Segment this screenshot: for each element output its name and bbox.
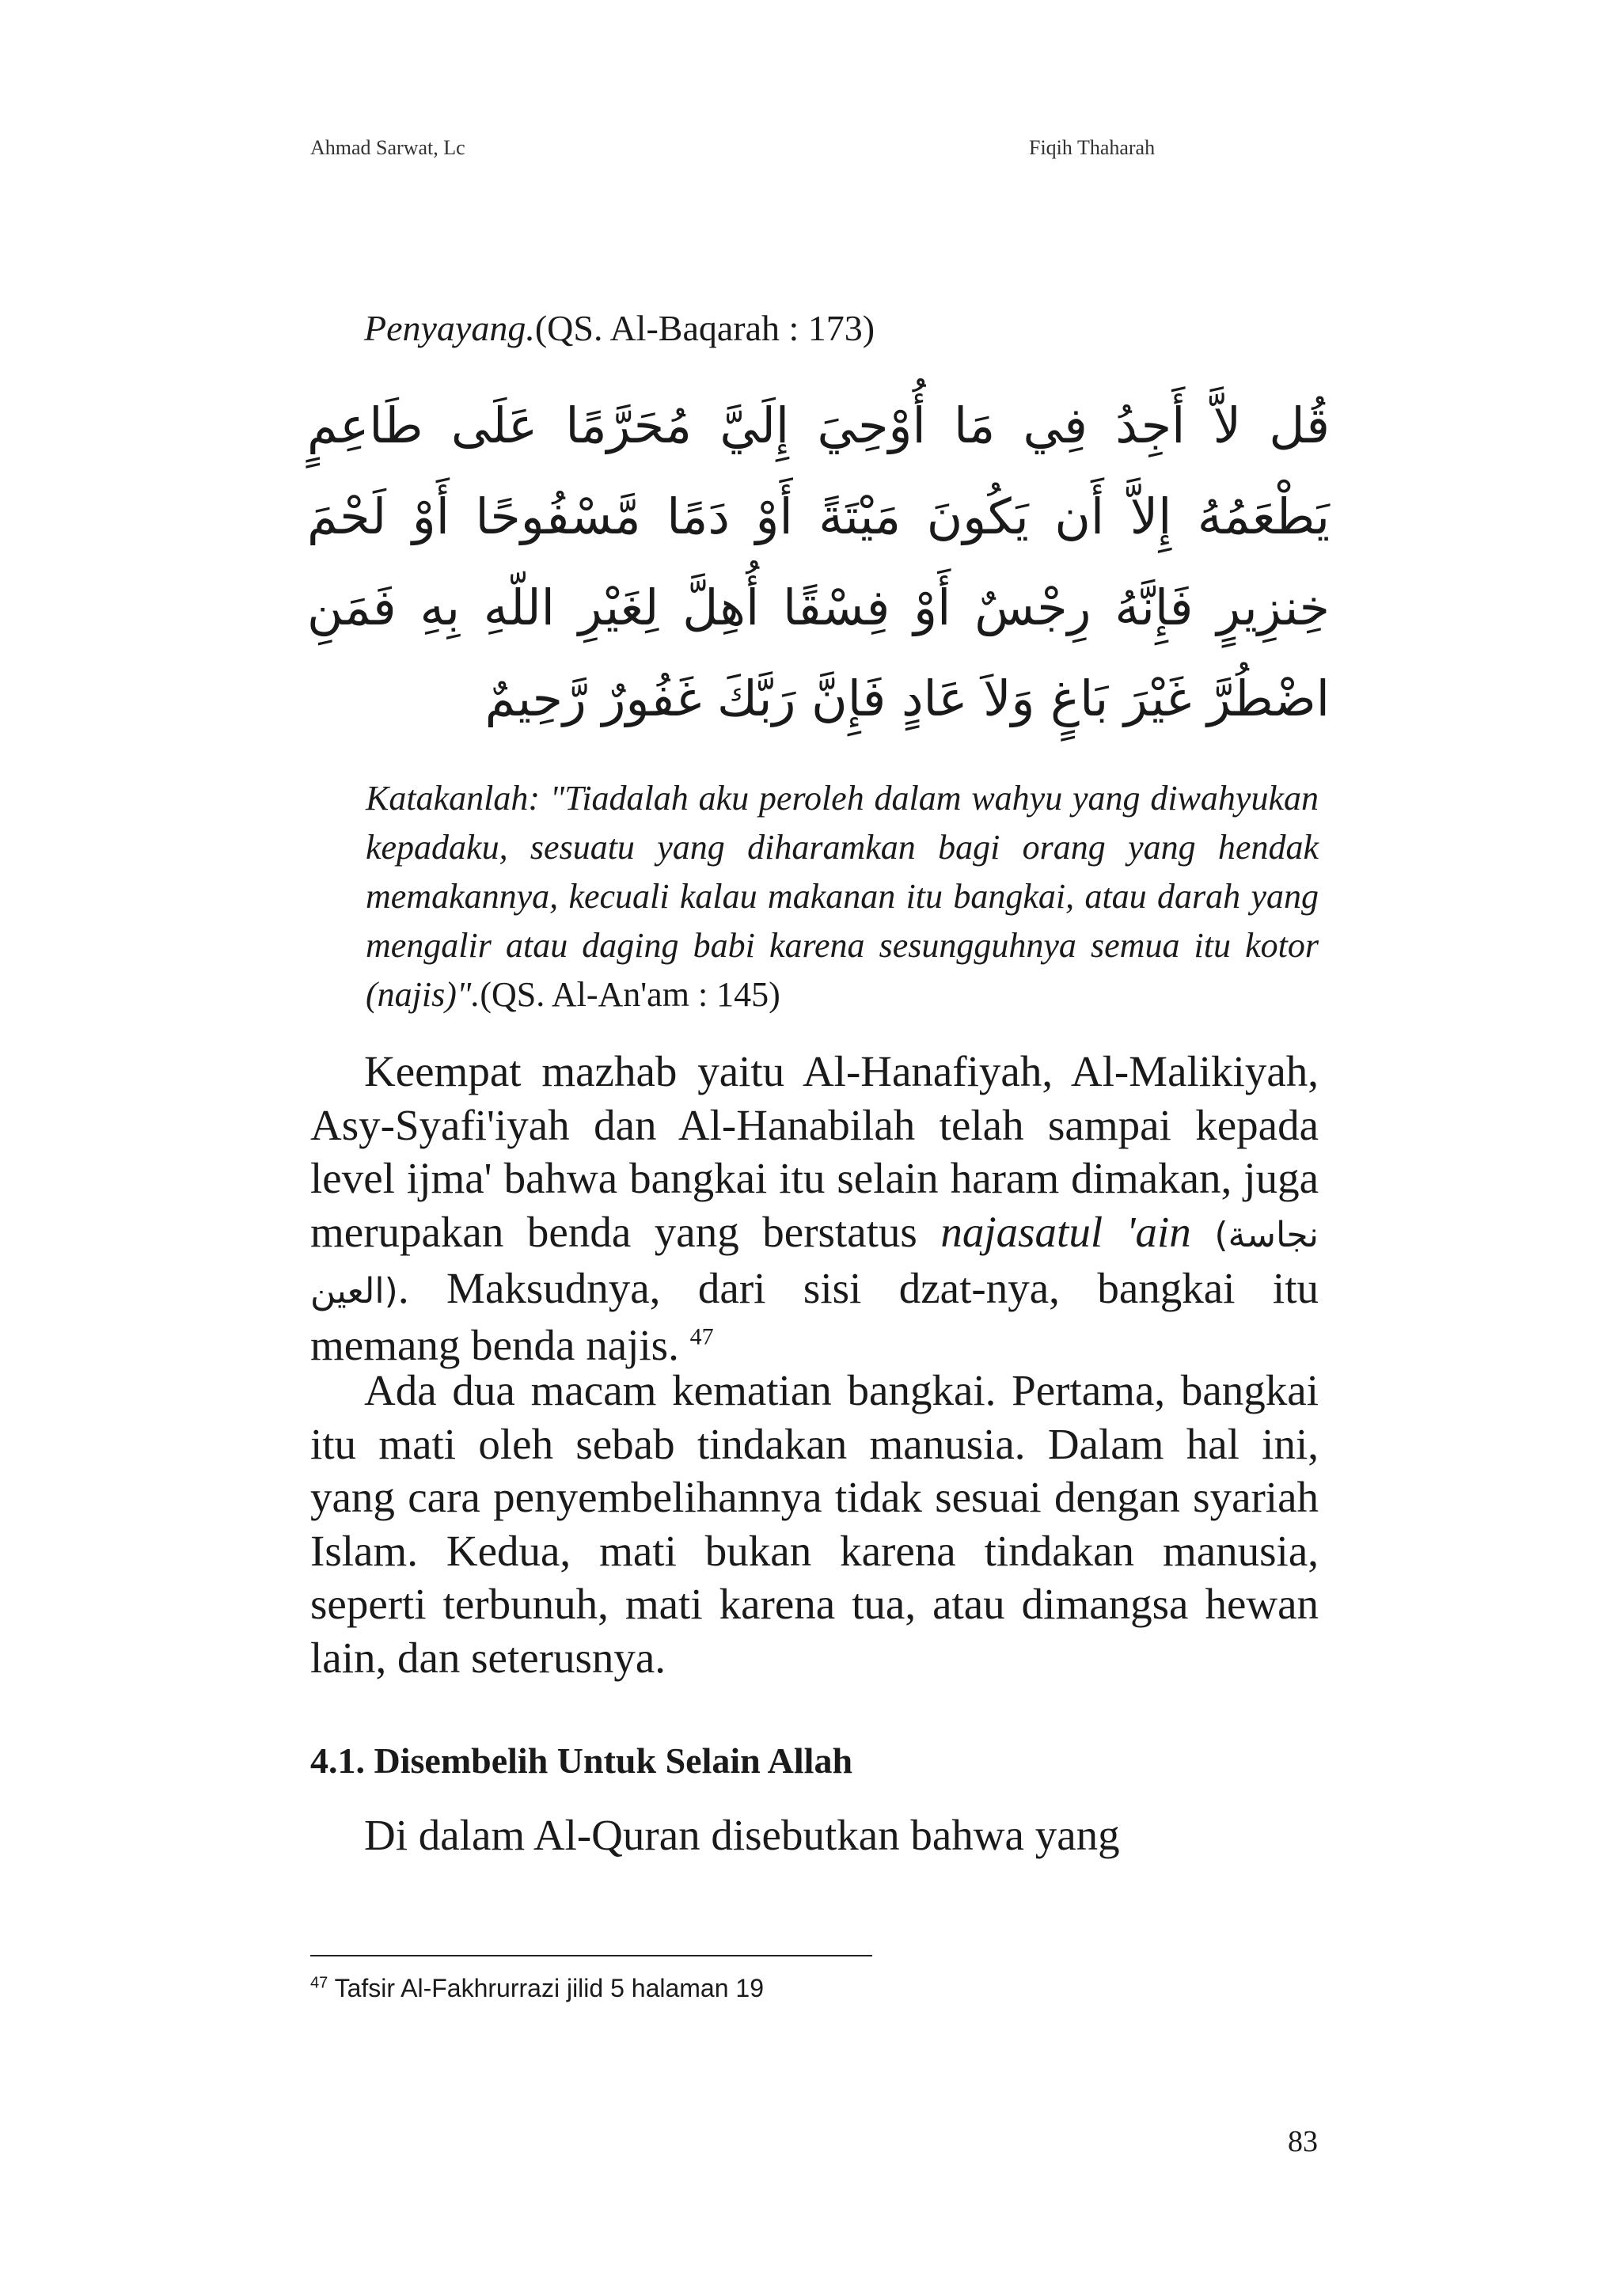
running-header-author: Ahmad Sarwat, Lc — [310, 136, 465, 159]
term-najasatul-ain: najasatul 'ain — [940, 1207, 1191, 1256]
quote-ending-reference: (QS. Al-Baqarah : 173) — [534, 308, 875, 348]
section-heading: 4.1. Disembelih Untuk Selain Allah — [310, 1740, 853, 1781]
paragraph-quran: Di dalam Al-Quran disebutkan bahwa yang — [364, 1811, 1120, 1859]
arabic-verse: قُل لاَّ أَجِدُ فِي مَا أُوْحِيَ إِلَيَّ مُحَرَّمًا عَلَى طَاعِمٍ يَطْعَمُهُ إِلاَّ أَن يَكُونَ مَيْتَةً أَوْ دَمًا مَّسْفُوحًا أَوْ لَحْمَ خِنزِيرٍ فَإِنَّهُ رِجْسٌ أَوْ فِسْقًا أُهِلَّ لِغَيْرِ اللّهِ بِهِ فَمَنِ اضْطُرَّ غَيْرَ بَاغٍ وَلاَ عَادٍ فَإِنَّ رَبَّكَ غَفُورٌ رَّحِيمٌ — [307, 397, 1330, 727]
footnote — [310, 1972, 764, 2004]
verse-translation — [366, 774, 1319, 1019]
page-number: 83 — [1288, 2125, 1318, 2158]
translation-text: Katakanlah: "Tiadalah aku peroleh dalam wahyu yang diwahyukan kepadaku, sesuatu yang diharamkan bagi orang yang hendak memakannya, kecuali kalau makanan itu bangkai, atau darah yang mengalir atau daging babi karena sesungguhnya semua itu kotor (najis)". — [366, 779, 1319, 1014]
paragraph-ijma-text-end: . Maksudnya, dari sisi dzat-nya, bangkai itu memang benda najis. — [310, 1264, 1319, 1369]
footnote-number: 47 — [310, 1974, 328, 1992]
paragraph-kematian: Ada dua macam kematian bangkai. Pertama, bangkai itu mati oleh sebab tindakan manusia. Dalam hal ini, yang cara penyembelihannya tidak sesuai dengan syariah Islam. Kedua, mati bukan karena tindakan manusia, seperti terbunuh, mati karena tua, atau dimangsa hewan lain, dan seterusnya. — [310, 1366, 1319, 1682]
paragraph-ijma-text: Keempat mazhab yaitu Al-Hanafiyah, Al-Malikiyah, Asy-Syafi'iyah dan Al-Hanabilah telah sampai kepada level ijma' bahwa bangkai itu selain haram dimakan, juga merupakan benda yang berstatus — [310, 1047, 1319, 1256]
quote-ending-word: Penyayang. — [364, 308, 535, 348]
footnote-divider — [310, 1955, 872, 1956]
quote-ending — [364, 305, 875, 352]
footnote-marker[interactable]: 47 — [689, 1323, 714, 1350]
paragraph-ijma — [310, 1045, 1319, 1372]
running-header-title: Fiqih Thaharah — [1029, 136, 1156, 159]
term-arabic: (نجاسة العين) — [310, 1214, 1319, 1311]
translation-reference: (QS. Al-An'am : 145) — [480, 975, 780, 1014]
footnote-text: Tafsir Al-Fakhrurrazi jilid 5 halaman 19 — [334, 1974, 764, 2002]
